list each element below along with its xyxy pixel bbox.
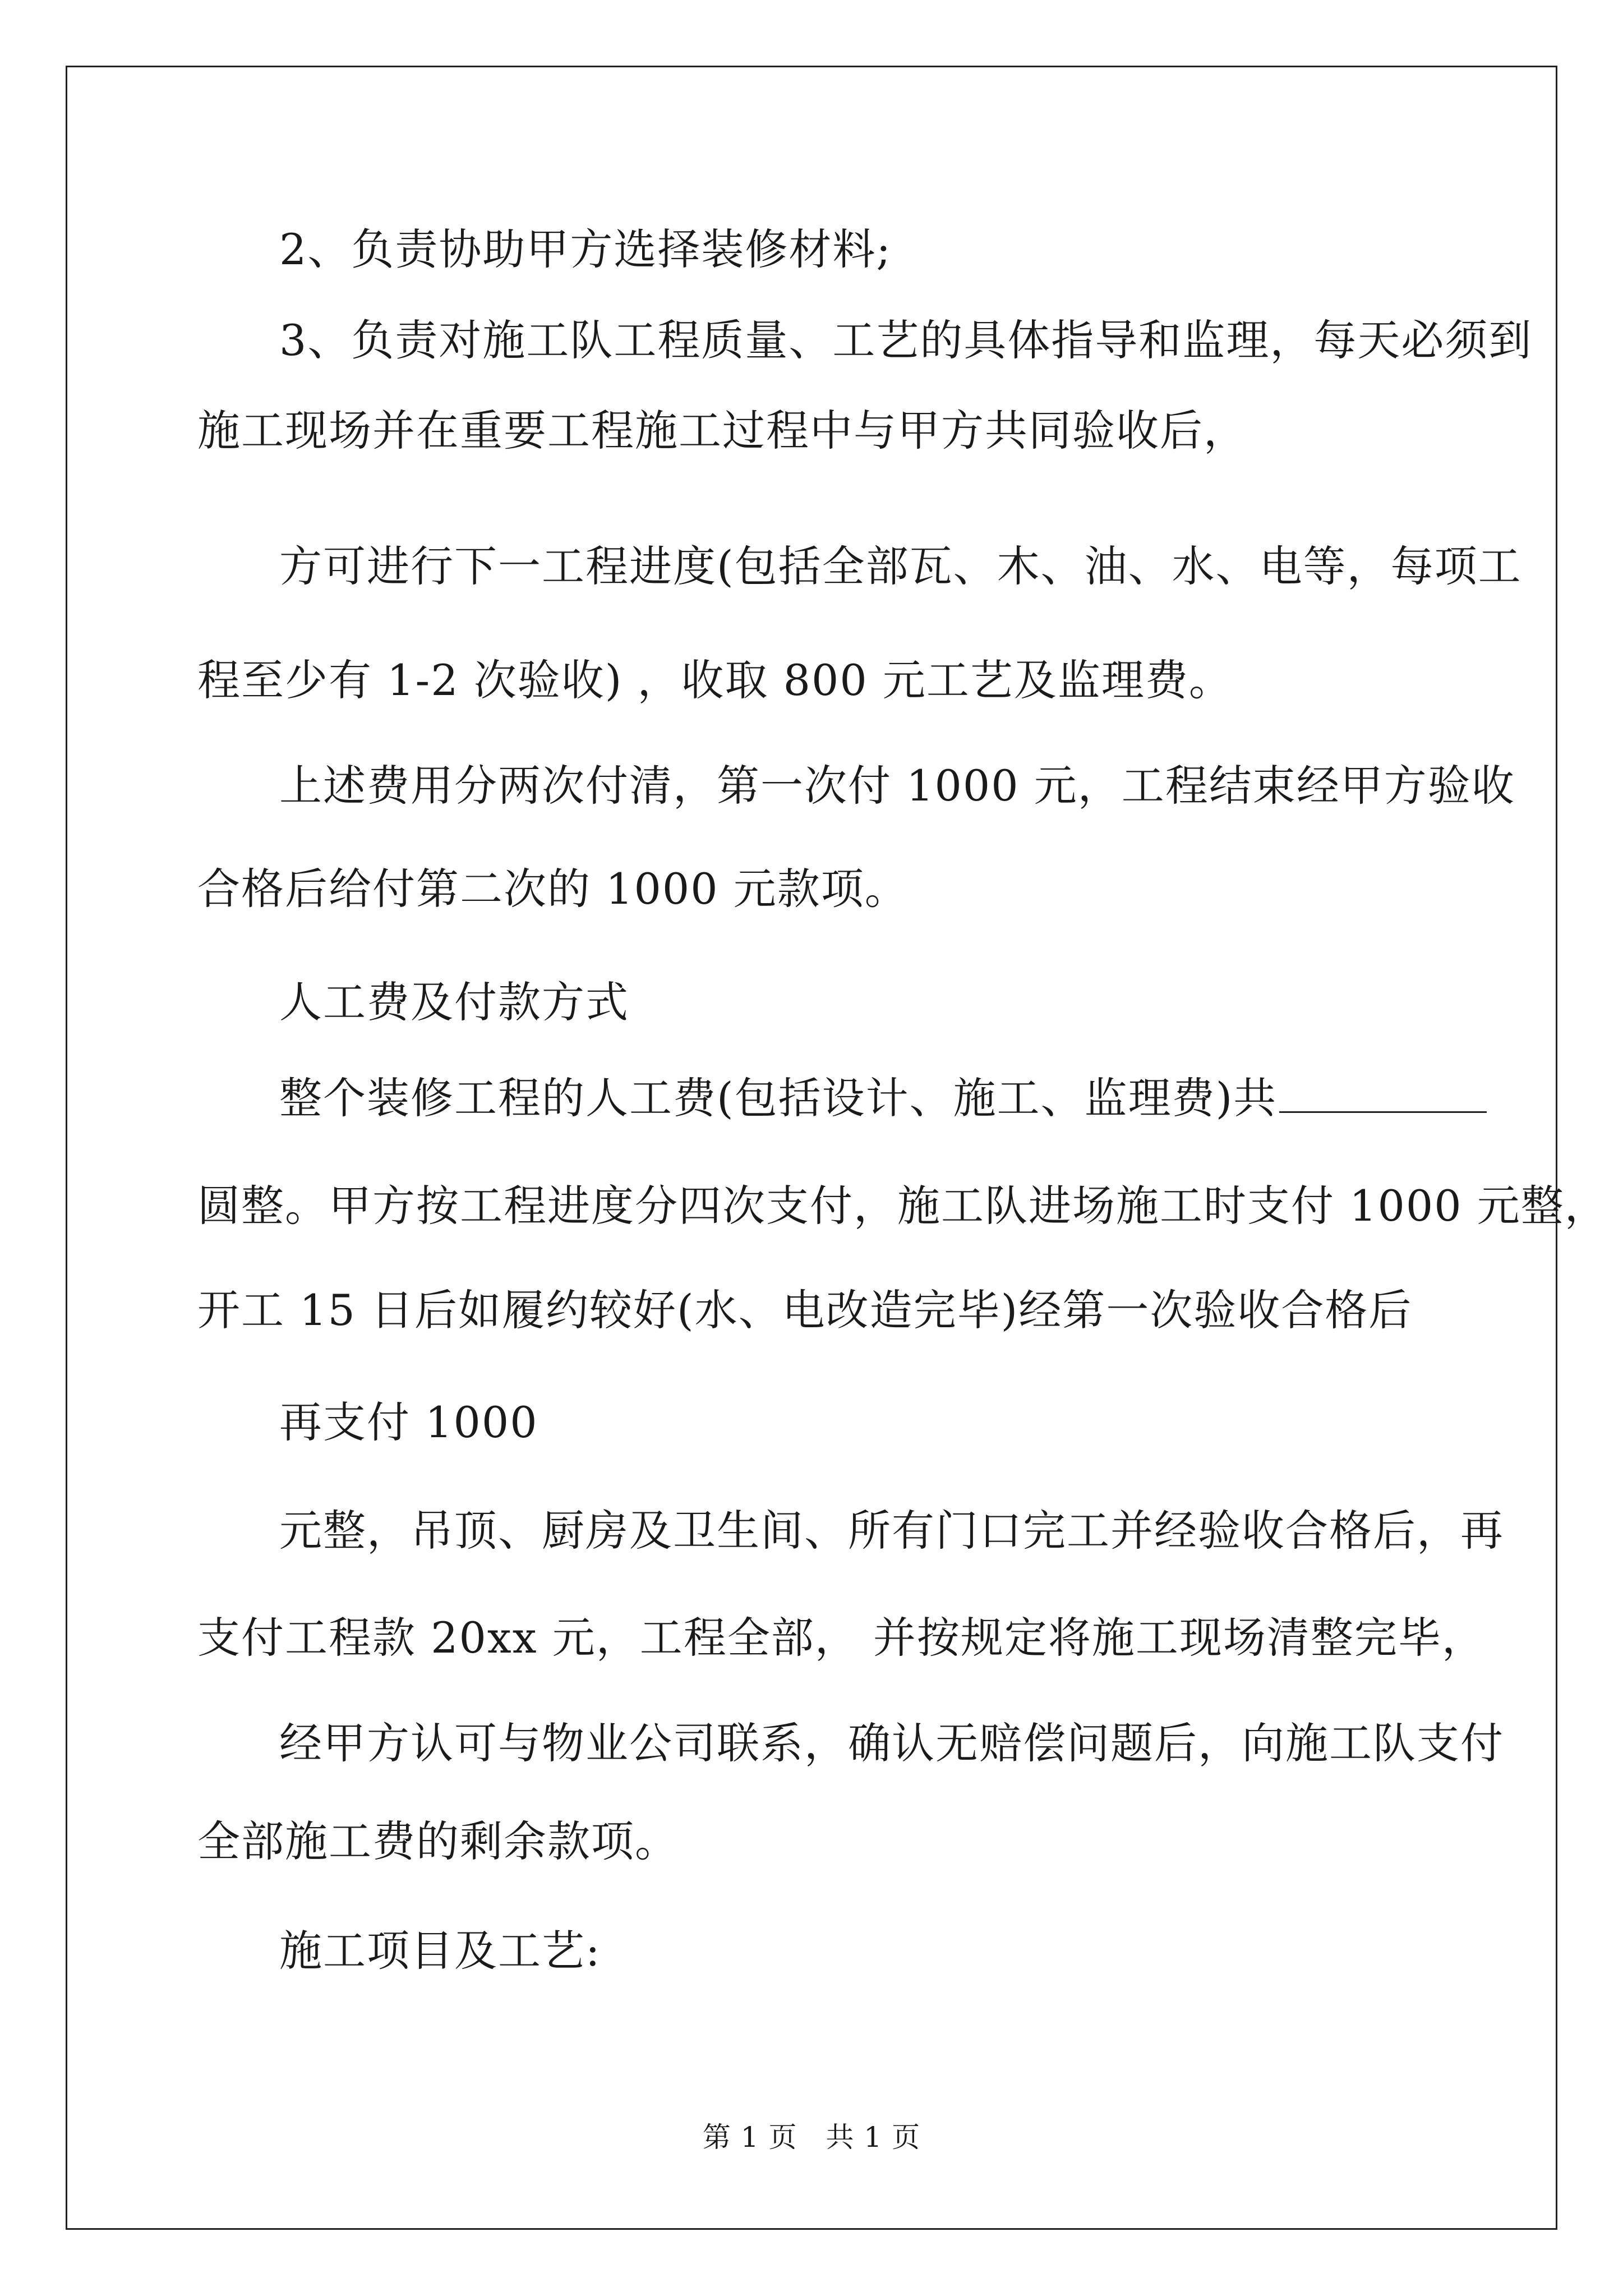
text-line-2: 3、负责对施工队工程质量、工艺的具体指导和监理，每天必须到 [279, 315, 1533, 365]
text-line-7: 合格后给付第二次的 1000 元款项。 [197, 864, 909, 914]
labor-total-text: 整个装修工程的人工费(包括设计、施工、监理费)共 [279, 1073, 1278, 1123]
text-line-15: 经甲方认可与物业公司联系，确认无赔偿问题后，向施工队支付 [279, 1718, 1504, 1768]
text-line-13: 元整，吊顶、厨房及卫生间、所有门口完工并经验收合格后，再 [279, 1506, 1504, 1556]
text-line-1: 2、负责协助甲方选择装修材料; [279, 224, 892, 274]
section-heading-labor-fee: 人工费及付款方式 [279, 977, 629, 1027]
text-line-5: 程至少有 1-2 次验收) ，收取 800 元工艺及监理费。 [197, 655, 1233, 705]
text-line-11: 开工 15 日后如履约较好(水、电改造完毕)经第一次验收合格后 [197, 1285, 1413, 1335]
text-line-14: 支付工程款 20xx 元，工程全部， 并按规定将施工现场清整完毕， [197, 1613, 1486, 1663]
section-heading-construction-items: 施工项目及工艺: [279, 1926, 601, 1976]
text-line-6: 上述费用分两次付清，第一次付 1000 元，工程结束经甲方验收 [279, 761, 1515, 811]
page-border [66, 66, 1557, 2230]
text-line-10: 圆整。甲方按工程进度分四次支付，施工队进场施工时支付 1000 元整， [197, 1181, 1608, 1231]
text-line-16: 全部施工费的剩余款项。 [197, 1816, 679, 1866]
text-line-12: 再支付 1000 [279, 1397, 538, 1447]
amount-blank-line [1279, 1068, 1487, 1113]
text-line-3: 施工现场并在重要工程施工过程中与甲方共同验收后， [197, 406, 1247, 455]
text-line-4: 方可进行下一工程进度(包括全部瓦、木、油、水、电等，每项工 [279, 541, 1522, 591]
text-line-labor-total [279, 1068, 1487, 1126]
page-number-footer: 第 1 页 共 1 页 [702, 2121, 921, 2154]
